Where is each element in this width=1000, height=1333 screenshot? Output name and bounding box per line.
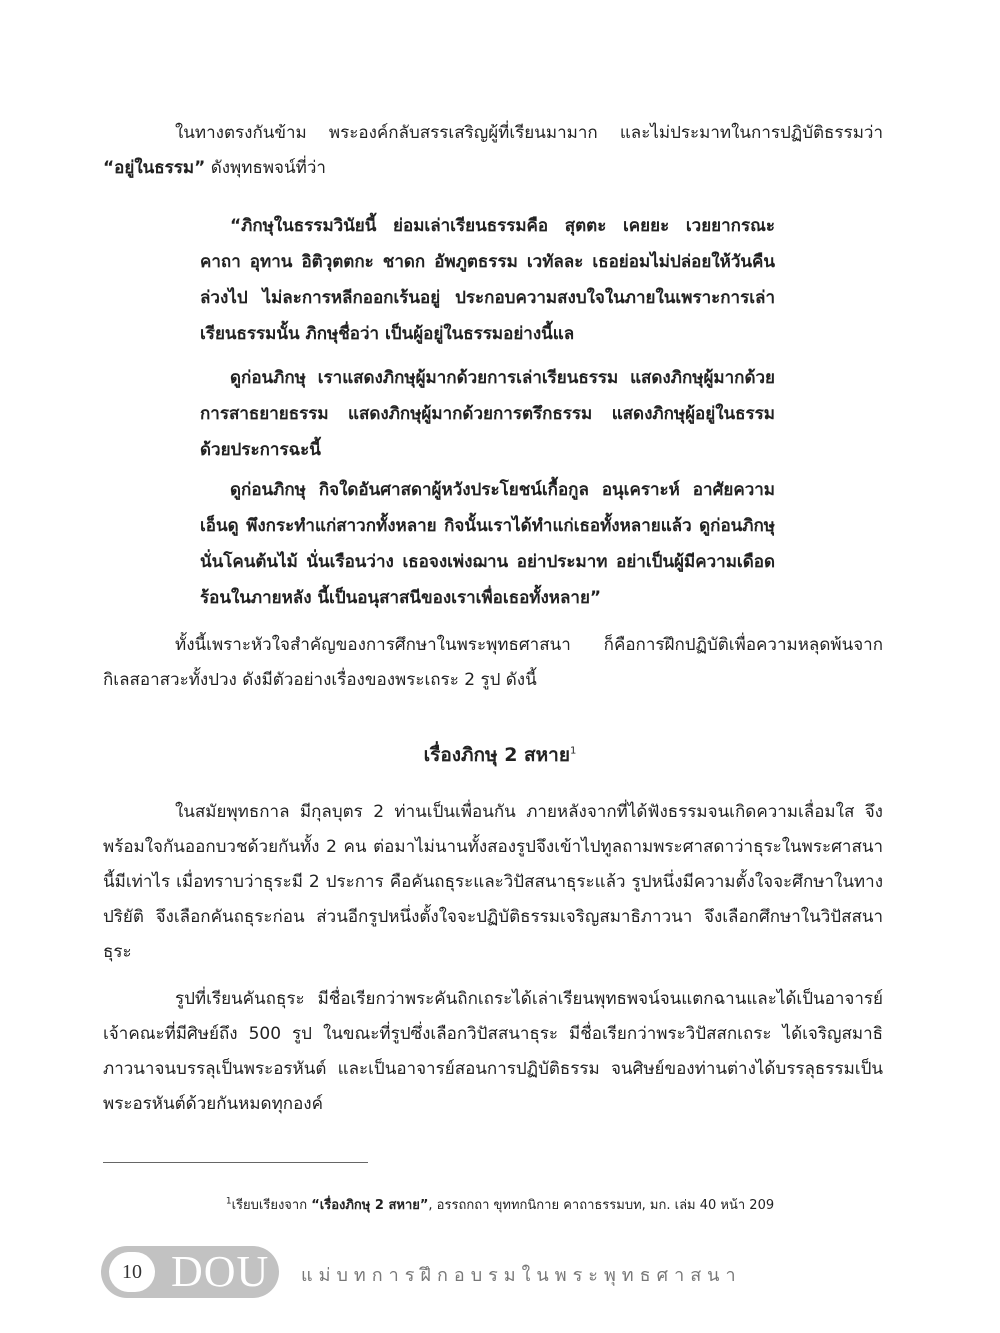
footnote-source: , อรรถกถา ขุททกนิกาย คาถาธรรมบท, มก. เล่ม 40 หน้า 209 — [428, 1198, 775, 1213]
series-title: แม่บทการฝึกอบรมในพระพุทธศาสนา — [301, 1265, 742, 1286]
heading-footnote-ref[interactable]: 1 — [569, 745, 577, 757]
footnote-number: 1 — [225, 1196, 232, 1207]
quote-paragraph-1: “ภิกษุในธรรมวินัยนี้ ย่อมเล่าเรียนธรรมคือ สุตตะ เคยยะ เวยยากรณะ คาถา อุทาน อิติวุตตกะ ชาดก อัพภูตธรรม เวทัลละ เธอย่อมไม่ปล่อยให้วันคืนล่วงไป ไม่ละการหลีกออกเร้นอยู่ ประกอบความสงบใจในภายในเพราะการเล่าเรียนธรรมนั้น ภิกษุชื่อว่า เป็นผู้อยู่ในธรรมอย่างนี้แล — [200, 216, 775, 344]
brand-logo: DOU — [171, 1247, 270, 1296]
story-paragraph-2: รูปที่เรียนคันถธุระ มีชื่อเรียกว่าพระคันถิกเถระได้เล่าเรียนพุทธพจน์จนแตกฉานและได้เป็นอาจารย์เจ้าคณะที่มีศิษย์ถึง 500 รูป ในขณะที่รูปซึ่งเลือกวิปัสสนาธุระ มีชื่อเรียกว่าพระวิปัสสกเถระ ได้เจริญสมาธิภาวนาจนบรรลุเป็นพระอรหันต์ และเป็นอาจารย์สอนการปฏิบัติธรรม จนศิษย์ของท่านต่างได้บรรลุธรรมเป็นพระอรหันต์ด้วยกันหมดทุกองค์ — [103, 989, 883, 1114]
intro-paragraph — [103, 116, 883, 186]
footnote-prefix: เรียบเรียงจาก — [231, 1198, 312, 1213]
section-heading — [0, 740, 1000, 770]
footnote-title: “เรื่องภิกษุ 2 สหาย” — [311, 1198, 429, 1213]
intro-text: ในทางตรงกันข้าม พระองค์กลับสรรเสริญผู้ที่เรียนมามาก และไม่ประมาทในการปฏิบัติธรรมว่า — [175, 123, 883, 143]
footnote-divider — [103, 1162, 368, 1163]
footnote — [0, 1194, 1000, 1215]
intro-text-end: ดังพุทธพจน์ที่ว่า — [205, 158, 326, 178]
page-number: 10 — [109, 1252, 155, 1292]
story-paragraph-1: ในสมัยพุทธกาล มีกุลบุตร 2 ท่านเป็นเพื่อนกัน ภายหลังจากที่ได้ฟังธรรมจนเกิดความเลื่อมใส จึงพร้อมใจกันออกบวชด้วยกันทั้ง 2 คน ต่อมาไม่นานทั้งสองรูปจึงเข้าไปทูลถามพระศาสดาว่าธุระในพระศาสนานี้มีเท่าไร เมื่อทราบว่าธุระมี 2 ประการ คือคันถธุระและวิปัสสนาธุระแล้ว รูปหนึ่งมีความตั้งใจจะศึกษาในทางปริยัติ จึงเลือกคันถธุระก่อน ส่วนอีกรูปหนึ่งตั้งใจจะปฏิบัติธรรมเจริญสมาธิภาวนา จึงเลือกศึกษาในวิปัสสนาธุระ — [103, 802, 883, 962]
page-footer — [101, 1246, 901, 1298]
intro-bold-term: “อยู่ในธรรม” — [103, 158, 206, 178]
section-heading-text: เรื่องภิกษุ 2 สหาย — [423, 744, 570, 766]
bridge-paragraph: ทั้งนี้เพราะหัวใจสำคัญของการศึกษาในพระพุทธศาสนา ก็คือการฝึกปฏิบัติเพื่อความหลุดพ้นจากกิเลสอาสวะทั้งปวง ดังมีตัวอย่างเรื่องของพระเถระ 2 รูป ดังนี้ — [103, 635, 883, 690]
quote-paragraph-3: ดูก่อนภิกษุ กิจใดอันศาสดาผู้หวังประโยชน์เกื้อกูล อนุเคราะห์ อาศัยความเอ็นดู พึงกระทำแก่สาวกทั้งหลาย กิจนั้นเราได้ทำแก่เธอทั้งหลายแล้ว ดูก่อนภิกษุ นั่นโคนต้นไม้ นั่นเรือนว่าง เธอจงเพ่งฌาน อย่าประมาท อย่าเป็นผู้มีความเดือดร้อนในภายหลัง นี้เป็นอนุสาสนีของเราเพื่อเธอทั้งหลาย” — [200, 480, 775, 608]
footer-badge — [101, 1246, 279, 1298]
quote-paragraph-2: ดูก่อนภิกษุ เราแสดงภิกษุผู้มากด้วยการเล่าเรียนธรรม แสดงภิกษุผู้มากด้วยการสาธยายธรรม แสดงภิกษุผู้มากด้วยการตรึกธรรม แสดงภิกษุผู้อยู่ในธรรมด้วยประการฉะนี้ — [200, 368, 775, 460]
